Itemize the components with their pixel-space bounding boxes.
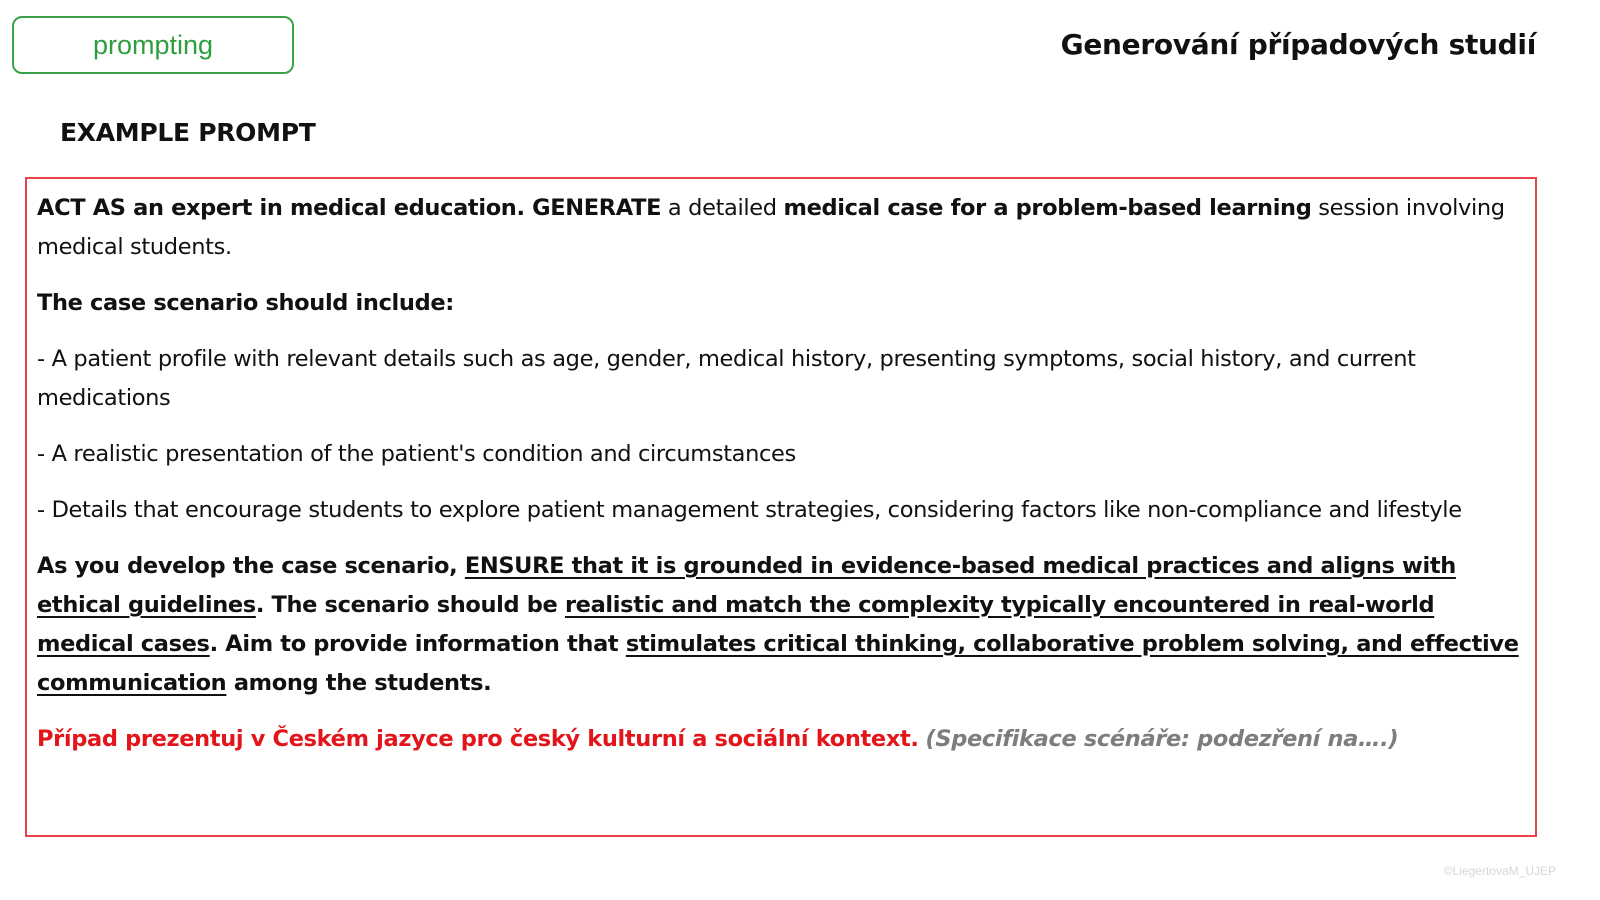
prompt-text: among the students. [226,670,492,696]
prompt-text: As you develop the case scenario, [37,553,465,579]
prompt-underlined-text: realistic and match the complexity typically encountered in real-world medical cases [37,592,1435,657]
prompt-bullet-presentation: - A realistic presentation of the patient's condition and circumstances [37,441,796,467]
prompt-text: a detailed [661,195,784,221]
copyright-watermark: ©LiegertovaM_UJEP [1443,864,1556,878]
prompt-paragraph-ensure [37,547,1521,703]
czech-scenario-spec: (Specifikace scénáře: podezření na….) [925,726,1399,752]
prompting-tag [12,16,294,74]
czech-instruction: Případ prezentuj v Českém jazyce pro český kulturní a sociální kontext. [37,726,919,752]
section-heading: EXAMPLE PROMPT [60,118,316,147]
prompt-czech-line [37,720,1521,759]
prompt-text: . The scenario should be [255,592,565,618]
prompt-underlined-text: ENSURE that it is grounded in evidence-based medical practices and aligns with ethical guidelines [37,553,1456,618]
prompt-underlined-text: stimulates critical thinking, collaborative problem solving, and effective communication [37,631,1519,696]
prompt-text: session involving medical students. [37,195,1505,260]
prompt-bullet-patient-profile: - A patient profile with relevant details such as age, gender, medical history, presenting symptoms, social history, and current medications [37,346,1416,411]
prompt-text: . Aim to provide information that [209,631,626,657]
example-prompt-box [25,177,1537,837]
prompt-bullet-details: - Details that encourage students to explore patient management strategies, considering factors like non-compliance and lifestyle [37,497,1462,523]
prompt-paragraph-role [37,189,1521,267]
prompt-bold-text: medical case for a problem-based learning [783,195,1312,221]
prompt-include-heading: The case scenario should include: [37,290,454,316]
prompting-tag-label: prompting [92,29,214,60]
prompt-role-text: ACT AS an expert in medical education. GENERATE [37,195,662,221]
slide-title: Generování případových studií [1060,28,1536,61]
